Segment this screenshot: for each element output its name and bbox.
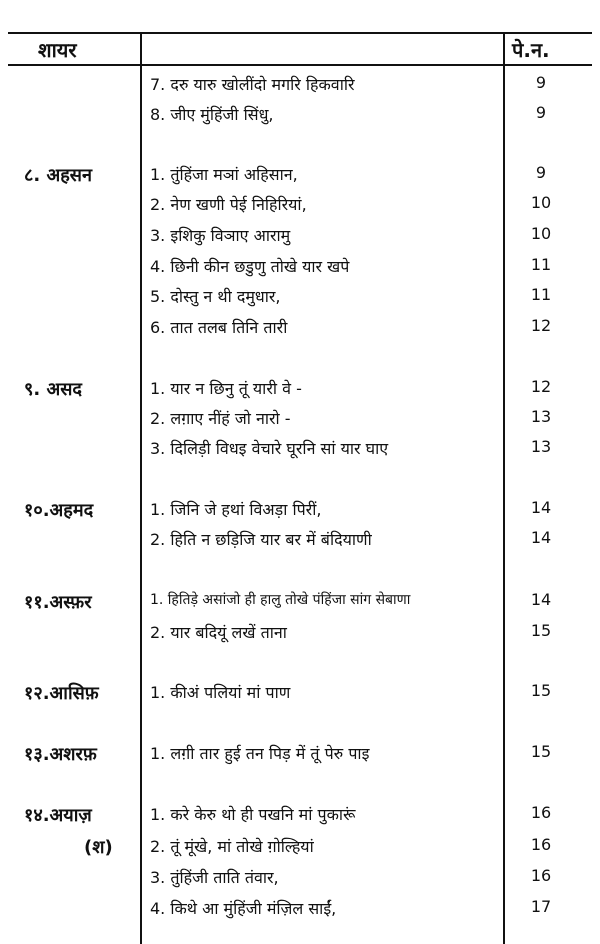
entry-page: 10 — [530, 224, 552, 243]
entry-title: 2. हिति न छड़िजि यार बर में बंदियाणी — [150, 530, 372, 549]
entry-title: 2. नेण खणी पेई निहिरियां, — [150, 195, 307, 214]
poet-name: ८. अहसन — [24, 165, 92, 186]
entry-title: 7. दरु यारु खोलींदो मगरि हिकवारि — [150, 75, 355, 94]
entry-page: 12 — [530, 377, 552, 396]
entry-page: 15 — [530, 621, 552, 640]
entry-title: 6. तात तलब तिनि तारी — [150, 318, 288, 337]
entry-title: 1. यार न छिनु तूं यारी वे - — [150, 379, 302, 398]
entry-title: 1. कीअं पलियां मां पाण — [150, 683, 291, 702]
entry-title: 1. तुंहिंजा मञां अहिसान, — [150, 165, 298, 184]
entry-page: 9 — [535, 73, 547, 92]
entry-title: 8. जीए मुंहिंजी सिंधु, — [150, 105, 274, 124]
entry-page: 14 — [530, 528, 552, 547]
page-column-divider — [503, 32, 505, 944]
entry-page: 9 — [535, 103, 547, 122]
entry-page: 16 — [530, 835, 552, 854]
entry-title: 1. लग़ी तार हुई तन पिड़ में तूं पेरु पाइ — [150, 744, 370, 763]
entry-title: 3. तुंहिंजी ताति तंवार, — [150, 868, 279, 887]
poet-name: ९. असद — [24, 379, 82, 400]
entry-title: 3. दिलिड़ी विधइ वेचारे घूरनि सां यार घाए — [150, 439, 389, 458]
entry-page: 17 — [530, 897, 552, 916]
entry-title: 2. यार बदियूं लखें ताना — [150, 623, 287, 642]
poet-name: १३.अशरफ़ — [24, 744, 97, 765]
entry-page: 13 — [530, 407, 552, 426]
poet-name-note: (श) — [84, 837, 113, 858]
entry-title: 1. जिनि जे हथां विअड़ा पिरीं, — [150, 500, 322, 519]
header-page-no: पे.न. — [512, 38, 550, 62]
entry-page: 16 — [530, 803, 552, 822]
entry-title: 1. हितिड़े असांजो ही हालु तोखे पंहिंजा सांग सेबाणा — [150, 592, 411, 608]
poet-column-divider — [140, 32, 142, 944]
poet-name: १२.आसिफ़ — [24, 683, 99, 704]
entry-page: 14 — [530, 590, 552, 609]
entry-title: 1. करे केरु थो ही पखनि मां पुकारूं — [150, 805, 356, 824]
entry-page: 16 — [530, 866, 552, 885]
entry-title: 5. दोस्तु न थी दमुधार, — [150, 287, 281, 306]
entry-title: 3. इशिकु विञाए आरामु — [150, 226, 291, 245]
entry-title: 4. किथे आ मुंहिंजी मंज़िल साईं, — [150, 899, 337, 918]
entry-page: 15 — [530, 681, 552, 700]
entry-page: 14 — [530, 498, 552, 517]
entry-page: 11 — [530, 285, 552, 304]
entry-page: 12 — [530, 316, 552, 335]
entry-title: 4. छिनी कीन छडुणु तोखे यार खपे — [150, 257, 350, 276]
poet-name: १४.अयाज़ — [24, 805, 92, 826]
poet-name: ११.अस्फ़र — [24, 592, 92, 613]
entry-title: 2. तूं मूंखे, मां तोखे ग़ोल्हियां — [150, 837, 314, 856]
entry-page: 10 — [530, 193, 552, 212]
header-poet: शायर — [38, 38, 77, 62]
entry-page: 9 — [535, 163, 547, 182]
entry-title: 2. लग़ाए नींहं जो नारो - — [150, 409, 291, 428]
entry-page: 15 — [530, 742, 552, 761]
entry-page: 13 — [530, 437, 552, 456]
poet-name: १०.अहमद — [24, 500, 94, 521]
entry-page: 11 — [530, 255, 552, 274]
